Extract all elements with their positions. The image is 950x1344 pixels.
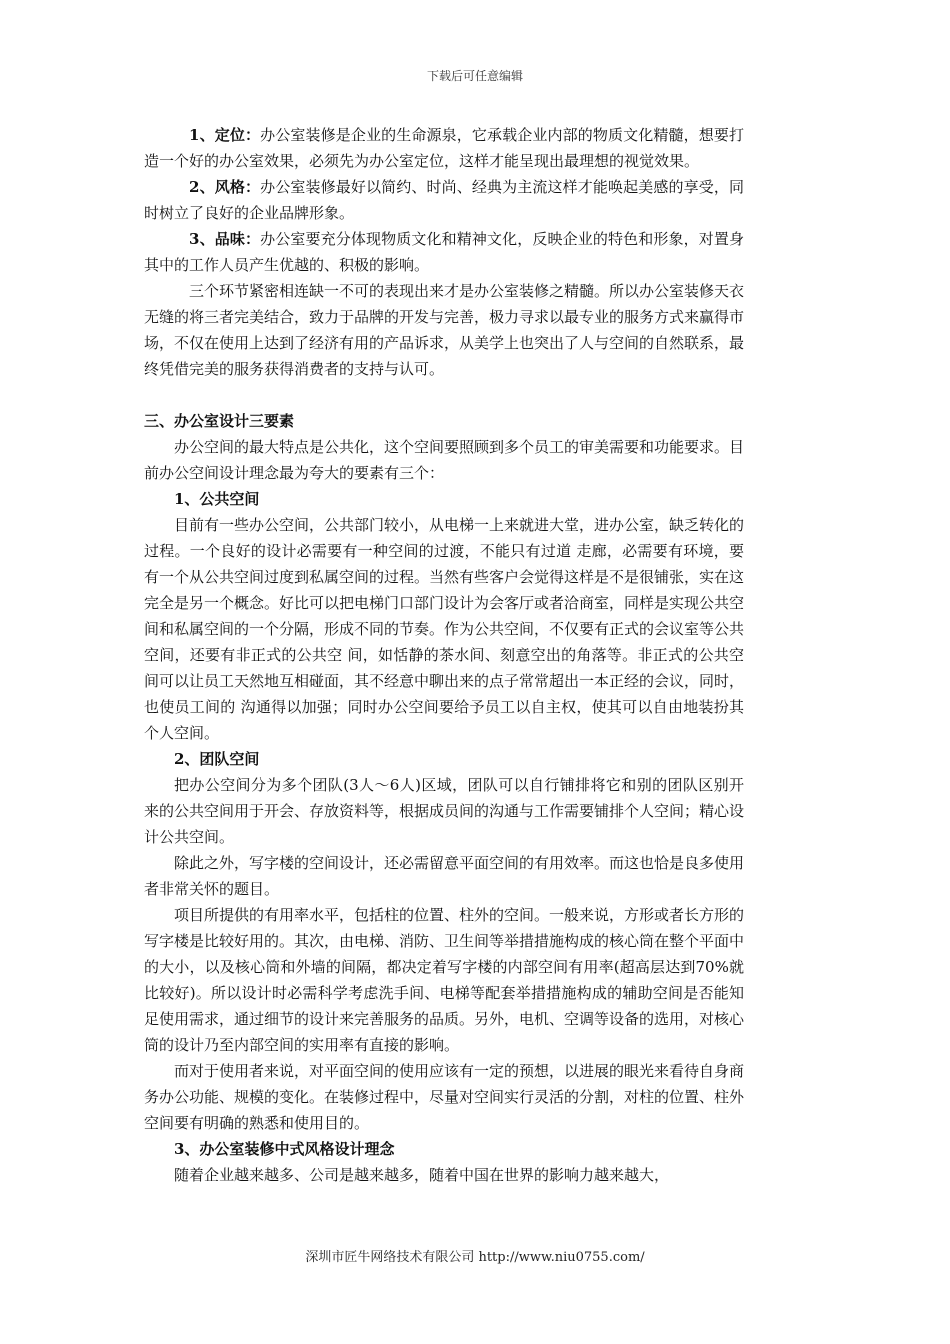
page-footer: 深圳市匠牛网络技术有限公司 http://www.niu0755.com/: [305, 1250, 645, 1265]
paragraph-efficiency: 除此之外，写字楼的空间设计，还必需留意平面空间的有用效率。而这也恰是良多使用者非常关怀的题目。: [144, 854, 745, 898]
intro-item-lead: 1、定位：: [189, 126, 261, 144]
paragraph-chinese-style: 随着企业越来越多、公司是越来越多，随着中国在世界的影响力越来越大，: [174, 1166, 670, 1184]
intro-item-taste: [144, 226, 744, 278]
intro-item-text: 办公室装修最好以简约、时尚、经典为主流这样才能唤起美感的享受，同时树立了良好的企业品牌形象。: [144, 178, 744, 222]
paragraph-user-planning: 而对于使用者来说，对平面空间的使用应该有一定的预想，以进展的眼光来看待自身商务办公功能、规模的变化。在装修过程中，尽量对空间实行灵活的分割，对柱的位置、柱外空间要有明确的熟悉和使用目的。: [144, 1062, 745, 1132]
page-header: 下载后可任意编辑: [426, 69, 523, 83]
intro-item-lead: 3、品味：: [189, 230, 261, 248]
intro-item-style: [144, 174, 744, 226]
subsection-heading-team-space: 2、团队空间: [174, 750, 260, 768]
intro-item-lead: 2、风格：: [189, 178, 261, 196]
subsection-heading-chinese-style: 3、办公室装修中式风格设计理念: [174, 1140, 395, 1158]
paragraph-team-space: 把办公空间分为多个团队(3人～6人)区域，团队可以自行铺排将它和别的团队区别开来的公共空间用于开会、存放资料等，根据成员间的沟通与工作需要铺排个人空间；精心设计公共空间。: [144, 776, 745, 846]
section-heading: 三、办公室设计三要素: [144, 412, 295, 430]
intro-item-text: 办公室装修是企业的生命源泉，它承载企业内部的物质文化精髓，想要打造一个好的办公室效果，必须先为办公室定位，这样才能呈现出最理想的视觉效果。: [144, 126, 744, 170]
section-intro: 办公空间的最大特点是公共化，这个空间要照顾到多个员工的审美需要和功能要求。目前办公空间设计理念最为夸大的要素有三个：: [144, 438, 745, 482]
document-body: [144, 122, 744, 1188]
intro-summary: 三个环节紧密相连缺一不可的表现出来才是办公室装修之精髓。所以办公室装修天衣无缝的将三者完美结合，致力于品牌的开发与完善，极力寻求以最专业的服务方式来赢得市场，不仅在使用上达到了经济有用的产品诉求，从美学上也突出了人与空间的自然联系，最终凭借完美的服务获得消费者的支持与认可。: [144, 282, 745, 378]
paragraph-public-space: 目前有一些办公空间，公共部门较小，从电梯一上来就进大堂，进办公室，缺乏转化的过程。一个良好的设计必需要有一种空间的过渡，不能只有过道 走廊，必需要有环境，要有一个从公共空间过度到私属空间的过程。当然有些客户会觉得这样是不是很铺张，实在这完全是另一个概念。好比可以把电梯门口部门设计为会客厅或者洽商室，同样是实现公共空间和私属空间的一个分隔，形成不同的节奏。作为公共空间，不仅要有正式的会议室等公共空间，还要有非正式的公共空 间，如恬静的茶水间、刻意空出的角落等。非正式的公共空间可以让员工天然地互相碰面，其不经意中聊出来的点子常常超出一本正经的会议，同时，也使员工间的 沟通得以加强；同时办公空间要给予员工以自主权，使其可以自由地装扮其个人空间。: [144, 516, 745, 742]
section-gap: [144, 382, 744, 408]
intro-item-text: 办公室要充分体现物质文化和精神文化，反映企业的特色和形象，对置身其中的工作人员产生优越的、积极的影响。: [144, 230, 744, 274]
subsection-heading-public-space: 1、公共空间: [174, 490, 260, 508]
intro-item-positioning: [144, 122, 744, 174]
paragraph-usable-rate: 项目所提供的有用率水平，包括柱的位置、柱外的空间。一般来说，方形或者长方形的写字楼是比较好用的。其次，由电梯、消防、卫生间等举措措施构成的核心筒在整个平面中的大小，以及核心筒和外墙的间隔，都决定着写字楼的内部空间有用率(超高层达到70%就比较好)。所以设计时必需科学考虑洗手间、电梯等配套举措措施构成的辅助空间是否能知足使用需求，通过细节的设计来完善服务的品质。另外，电机、空调等设备的选用，对核心筒的设计乃至内部空间的实用率有直接的影响。: [144, 906, 745, 1054]
